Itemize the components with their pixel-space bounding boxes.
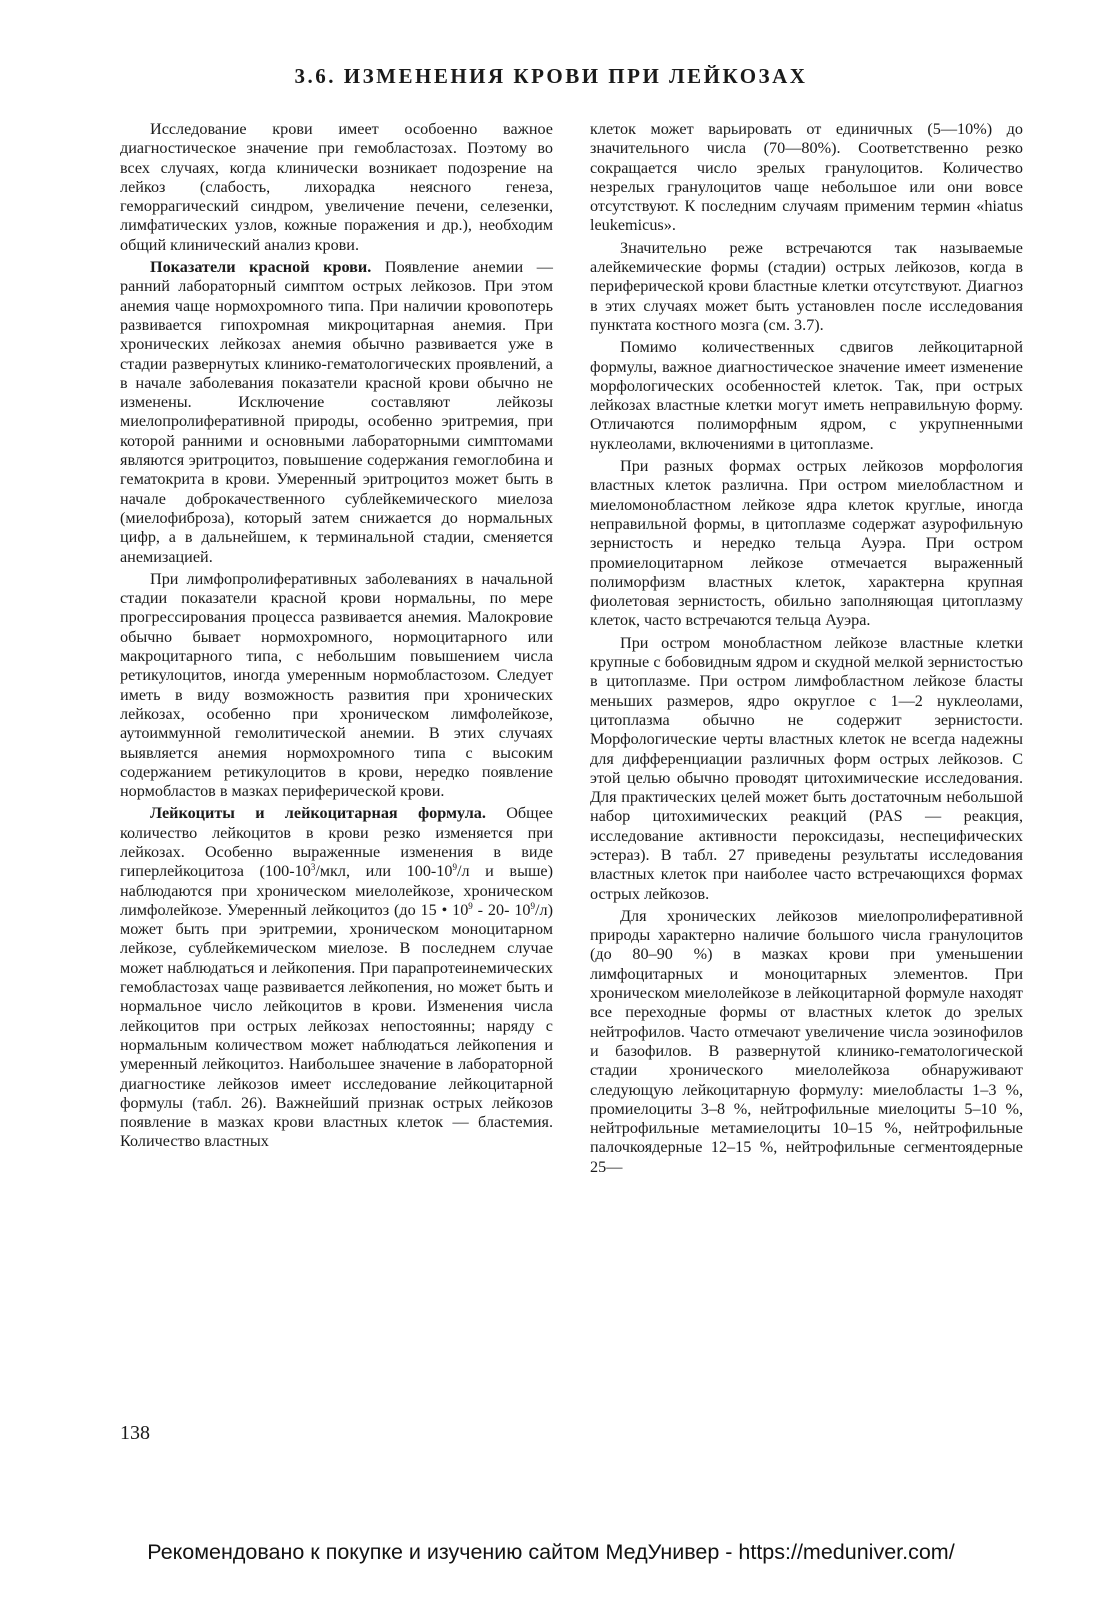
run-in-heading-leukocytes: Лейкоциты и лейкоцитарная формула. [150, 804, 486, 823]
paragraph-text: Появление анемии — ранний лабораторный симптом острых лейкозов. При этом анемия чаще нормохромного типа. При наличии кровопотерь развивается гипохромная микроцитарная анемия. При хронических лейкозах анемия обычно развивается уже в стадии развернутых клинико-гематологических проявлений, а в начале заболевания показатели красной крови обычно не изменены. Исключение составляют лейкозы миелопролиферативной природы, особенно эритремия, при которой ранними и основными лабораторными симптомами являются эритроцитоз, повышение содержания гемоглобина и гематокрита в крови. Умеренный эритроцитоз может быть в начале доброкачественного сублейкемического миелоза (миелофиброза), который затем снижается до нормальных цифр, а в дальнейшем, к терминальной стадии, сменяется анемизацией. [120, 258, 553, 566]
right-column [590, 120, 1023, 1177]
paragraph-chronic-leukemia: Для хронических лейкозов миелопролиферативной природы характерно наличие большого числа гранулоцитов (до 80–90 %) в мазках крови при уменьшении лимфоцитарных и моноцитарных элементов. При хроническом миелолейкозе в лейкоцитарной формуле находят все переходные формы от властных клеток до зрелых нейтрофилов. Часто отмечают увеличение числа эозинофилов и базофилов. В развернутой клинико-гематологической стадии хронического миелолейкоза обнаруживают следующую лейкоцитарную формулу: миелобласты 1–3 %, промиелоциты 3–8 %, нейтрофильные миелоциты 5–10 %, нейтрофильные метамиелоциты 10–15 %, нейтрофильные палочкоядерные 12–15 %, нейтрофильные сегментоядерные 25— [590, 906, 1023, 1176]
section-heading: 3.6. ИЗМЕНЕНИЯ КРОВИ ПРИ ЛЕЙКОЗАХ [294, 64, 808, 88]
paragraph-text: - 20- 10 [472, 900, 531, 919]
run-in-heading-red-blood: Показатели красной крови. [150, 258, 372, 277]
paragraph-text: Общее количество лейкоцитов в крови резко изменяется при лейкозах. Особенно выраженные изменения в виде гиперлейкоцитоза (100-10 [120, 804, 553, 881]
paragraph-red-blood [120, 258, 553, 567]
superscript: 9 [468, 900, 473, 911]
superscript: 9 [530, 900, 536, 911]
left-column [120, 120, 553, 1152]
superscript: 9 [452, 862, 457, 873]
paragraph-monoblastic: При остром монобластном лейкозе властные клетки крупные с бобовидным ядром и скудной мелкой зернистостью в цитоплазме. При остром лимфобластном лейкозе бласты меньших размеров, ядро округлое с 1—2 нуклеолами, цитоплазма обычно не содержит зернистости. Морфологические черты властных клеток не всегда надежны для дифференциации различных форм острых лейкозов. С этой целью обычно проводят цитохимические исследования. Для практических целей может быть достаточным небольшой набор цитохимических реакций (PAS — реакция, исследование активности пероксидазы, неспецифических эстераз). В табл. 27 приведены результаты исследования властных клеток при наиболее часто встречающихся формах острых лейкозов. [590, 633, 1023, 903]
paragraph-blast-morphology: При разных формах острых лейкозов морфология властных клеток различна. При остром миелобластном и миеломонобластном лейкозе ядра клеток круглые, иногда неправильной формы, в цитоплазме содержат азурофильную зернистость и нередко тельца Ауэра. При остром промиелоцитарном лейкозе отмечается выраженный полиморфизм властных клеток, характерна крупная фиолетовая зернистость, обильно заполняющая цитоплазму клеток, часто встречаются тельца Ауэра. [590, 457, 1023, 630]
paragraph-leukocytes [120, 804, 553, 1151]
paragraph-morphology: Помимо количественных сдвигов лейкоцитарной формулы, важное диагностическое значение имеет изменение морфологических особенностей клеток. Так, при острых лейкозах властные клетки могут иметь неправильную форму. Отличаются полиморфным ядром, с укрупненными нуклеолами, включениями в цитоплазме. [590, 338, 1023, 453]
footer-banner: Рекомендовано к покупке и изучению сайтом МедУнивер - https://meduniver.com/ [147, 1540, 955, 1564]
paragraph-blast-count: клеток может варьировать от единичных (5—10%) до значительного числа (70—80%). Соответственно резко сокращается число зрелых гранулоцитов. Количество незрелых гранулоцитов чаще небольшое или они вовсе отсутствуют. К последним случаям применим термин «hiatus leukemicus». [590, 120, 1023, 235]
paragraph-text: /л и выше) наблюдаются при хроническом миелолейкозе, хроническом лимфолейкозе. Умеренный лейкоцитоз (до 15 • 10 [120, 862, 553, 919]
page-number: 138 [120, 1422, 150, 1444]
superscript: 3 [310, 862, 316, 873]
paragraph-text: /мкл, или 100-10 [315, 862, 453, 881]
paragraph-lymphoproliferative: При лимфопролиферативных заболеваниях в начальной стадии показатели красной крови нормальны, по мере прогрессирования процесса развивается анемия. Малокровие обычно бывает нормохромного, нормоцитарного или макроцитарного типа, с небольшим повышением числа ретикулоцитов, иногда умеренным нормобластозом. Следует иметь в виду возможность развития при хронических лейкозах, особенно при хроническом лимфолейкозе, аутоиммунной гемолитической анемии. В этих случаях выявляется анемия нормохромного типа с высоким содержанием ретикулоцитов в крови, нередко появление нормобластов в мазках периферической крови. [120, 569, 553, 801]
paragraph-aleukemic: Значительно реже встречаются так называемые алейкемические формы (стадии) острых лейкозов, когда в периферической крови бластные клетки отсутствуют. Диагноз в этих случаях может быть установлен после исследования пунктата костного мозга (см. 3.7). [590, 238, 1023, 334]
paragraph-blood-importance: Исследование крови имеет особоенно важное диагностическое значение при гемобластозах. Поэтому во всех случаях, когда клинически возникает подозрение на лейкоз (слабость, лихорадка неясного генеза, геморрагический синдром, увеличение печени, селезенки, лимфатических узлов, кожные поражения и др.), необходим общий клинический анализ крови. [120, 120, 553, 254]
paragraph-text: /л) может быть при эритремии, хроническом моноцитарном лейкозе, сублейкемическом миелозе. В последнем случае может наблюдаться и лейкопения. При парапротеинемических гемобластозах чаще развивается лейкопения, но может быть и нормальное число лейкоцитов в крови. Изменения числа лейкоцитов при острых лейкозах непостоянны; наряду с нормальным количеством может наблюдаться лейкопения и умеренный лейкоцитоз. Наибольшее значение в лабораторной диагностике лейкозов имеет исследование лейкоцитарной формулы (табл. 26). Важнейший признак острых лейкозов появление в мазках крови властных клеток — бластемия. Количество властных [120, 900, 553, 1151]
